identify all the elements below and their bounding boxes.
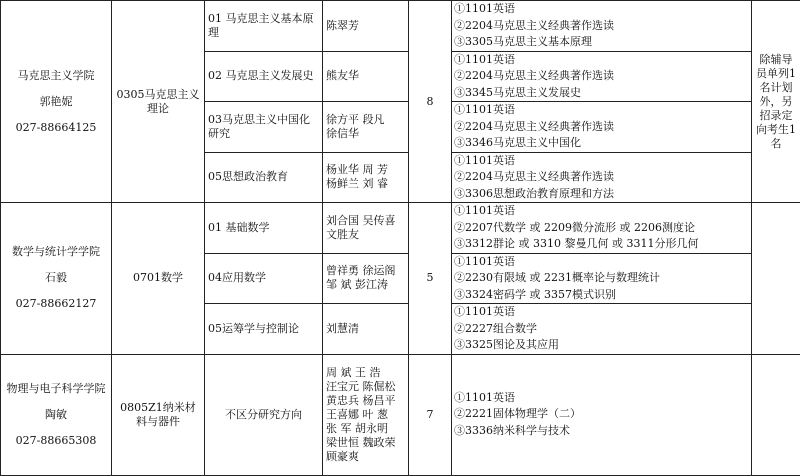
supervisors: 刘慧清 <box>323 304 409 355</box>
exam-subjects: ①1101英语 ②2227组合数学 ③3325图论及其应用 <box>452 304 752 355</box>
major-cell: 0701数学 <box>112 203 205 355</box>
research-direction: 05思想政治教育 <box>205 152 323 203</box>
exam-subjects: ①1101英语 ②2230有限域 或 2231概率论与数理统计 ③3324密码学 或 3357模式识别 <box>452 253 752 304</box>
school-name: 马克思主义学院 <box>4 69 108 83</box>
contact-person: 陶敏 <box>4 408 108 422</box>
supervisors: 杨业华 周 芳 杨鲜兰 刘 睿 <box>323 152 409 203</box>
major-cell: 0805Z1纳米材料与器件 <box>112 354 205 475</box>
research-direction: 02 马克思主义发展史 <box>205 51 323 102</box>
contact-phone: 027-88662127 <box>4 297 108 311</box>
enrollment-quota: 8 <box>409 1 452 203</box>
research-direction: 01 基础数学 <box>205 203 323 254</box>
exam-subjects: ①1101英语 ②2221固体物理学（二） ③3336纳米科学与技术 <box>452 354 752 475</box>
supervisors: 陈翠芳 <box>323 1 409 52</box>
contact-person: 石毅 <box>4 271 108 285</box>
contact-phone: 027-88665308 <box>4 434 108 448</box>
remarks <box>752 354 800 475</box>
supervisors: 曾祥勇 徐运阁 邹 斌 彭江涛 <box>323 253 409 304</box>
school-cell <box>1 354 112 475</box>
remarks <box>752 203 800 355</box>
exam-subjects: ①1101英语 ②2204马克思主义经典著作选读 ③3345马克思主义发展史 <box>452 51 752 102</box>
remarks: 除辅导员单列1名计划外，另招录定向考生1名 <box>752 1 800 203</box>
research-direction: 01 马克思主义基本原理 <box>205 1 323 52</box>
supervisors: 徐方平 段凡 徐信华 <box>323 102 409 153</box>
contact-person: 郭艳妮 <box>4 95 108 109</box>
school-cell <box>1 203 112 355</box>
research-direction: 05运筹学与控制论 <box>205 304 323 355</box>
school-name: 数学与统计学学院 <box>4 245 108 259</box>
enrollment-quota: 7 <box>409 354 452 475</box>
exam-subjects: ①1101英语 ②2204马克思主义经典著作选读 ③3306思想政治教育原理和方法 <box>452 152 752 203</box>
exam-subjects: ①1101英语 ②2204马克思主义经典著作选读 ③3305马克思主义基本原理 <box>452 1 752 52</box>
school-cell <box>1 1 112 203</box>
supervisors: 熊友华 <box>323 51 409 102</box>
enrollment-quota: 5 <box>409 203 452 355</box>
major-cell: 0305马克思主义理论 <box>112 1 205 203</box>
research-direction: 不区分研究方向 <box>205 354 323 475</box>
supervisors: 刘合国 吴传喜 文胜友 <box>323 203 409 254</box>
research-direction: 03马克思主义中国化研究 <box>205 102 323 153</box>
supervisors: 周 斌 王 浩 汪宝元 陈倔松 黄忠兵 杨昌平 王喜娜 叶 葱 张 军 胡永明 梁世恒 魏政荣 顾豪爽 <box>323 354 409 475</box>
school-name: 物理与电子科学学院 <box>4 382 108 396</box>
exam-subjects: ①1101英语 ②2204马克思主义经典著作选读 ③3346马克思主义中国化 <box>452 102 752 153</box>
research-direction: 04应用数学 <box>205 253 323 304</box>
exam-subjects: ①1101英语 ②2207代数学 或 2209微分流形 或 2206测度论 ③3312群论 或 3310 黎曼几何 或 3311分形几何 <box>452 203 752 254</box>
contact-phone: 027-88664125 <box>4 121 108 135</box>
